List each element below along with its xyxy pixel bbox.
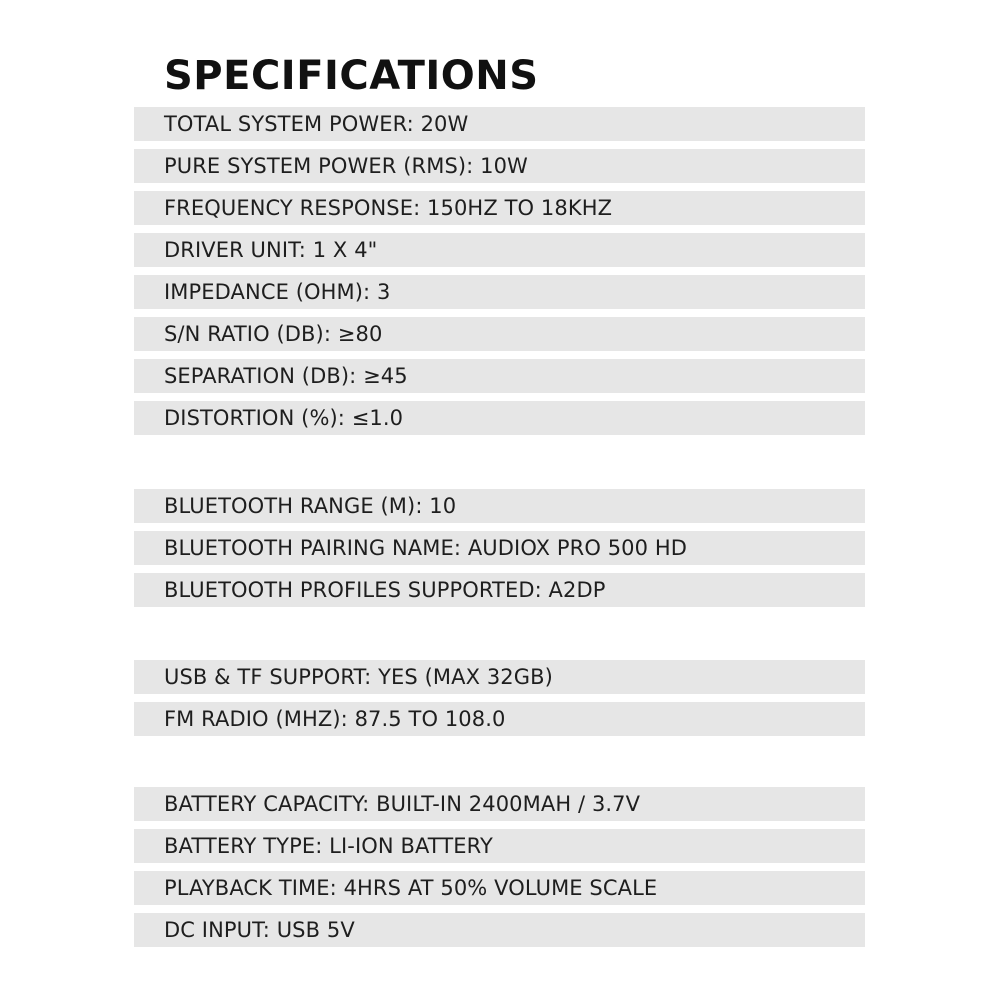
spec-row [134, 317, 865, 351]
spec-row-text: IMPEDANCE (OHM): 3 [164, 280, 391, 304]
spec-row [134, 829, 865, 863]
spec-row [134, 702, 865, 736]
spec-row-text: BATTERY TYPE: LI-ION BATTERY [164, 834, 493, 858]
spec-row-text: BLUETOOTH PAIRING NAME: AUDIOX PRO 500 HD [164, 536, 688, 560]
spec-row-text: PLAYBACK TIME: 4HRS AT 50% VOLUME SCALE [164, 876, 658, 900]
spec-row [134, 913, 865, 947]
spec-row [134, 489, 865, 523]
spec-row [134, 660, 865, 694]
spec-row [134, 107, 865, 141]
spec-group-audio [134, 107, 865, 435]
spec-row-text: DRIVER UNIT: 1 X 4" [164, 238, 378, 262]
spec-group-battery [134, 787, 865, 947]
spec-group-bluetooth [134, 489, 865, 607]
spec-row-text: PURE SYSTEM POWER (RMS): 10W [164, 154, 528, 178]
spec-row-text: FM RADIO (MHZ): 87.5 TO 108.0 [164, 707, 506, 731]
spec-row [134, 233, 865, 267]
spec-row [134, 871, 865, 905]
spec-row [134, 531, 865, 565]
spec-row [134, 573, 865, 607]
spec-row-text: FREQUENCY RESPONSE: 150HZ TO 18KHZ [164, 196, 613, 220]
spec-row-text: TOTAL SYSTEM POWER: 20W [164, 112, 469, 136]
spec-row [134, 275, 865, 309]
spec-row-text: BLUETOOTH RANGE (M): 10 [164, 494, 457, 518]
spec-row-text: SEPARATION (DB): ≥45 [164, 364, 408, 388]
spec-row [134, 787, 865, 821]
spec-row [134, 149, 865, 183]
spec-row-text: USB & TF SUPPORT: YES (MAX 32GB) [164, 665, 553, 689]
spec-group-media [134, 660, 865, 736]
spec-row [134, 191, 865, 225]
spec-row [134, 401, 865, 435]
spec-row [134, 359, 865, 393]
spec-row-text: DC INPUT: USB 5V [164, 918, 355, 942]
spec-row-text: DISTORTION (%): ≤1.0 [164, 406, 404, 430]
page-title: SPECIFICATIONS [164, 53, 539, 99]
spec-row-text: BATTERY CAPACITY: BUILT-IN 2400MAH / 3.7V [164, 792, 641, 816]
spec-row-text: S/N RATIO (DB): ≥80 [164, 322, 383, 346]
spec-row-text: BLUETOOTH PROFILES SUPPORTED: A2DP [164, 578, 606, 602]
